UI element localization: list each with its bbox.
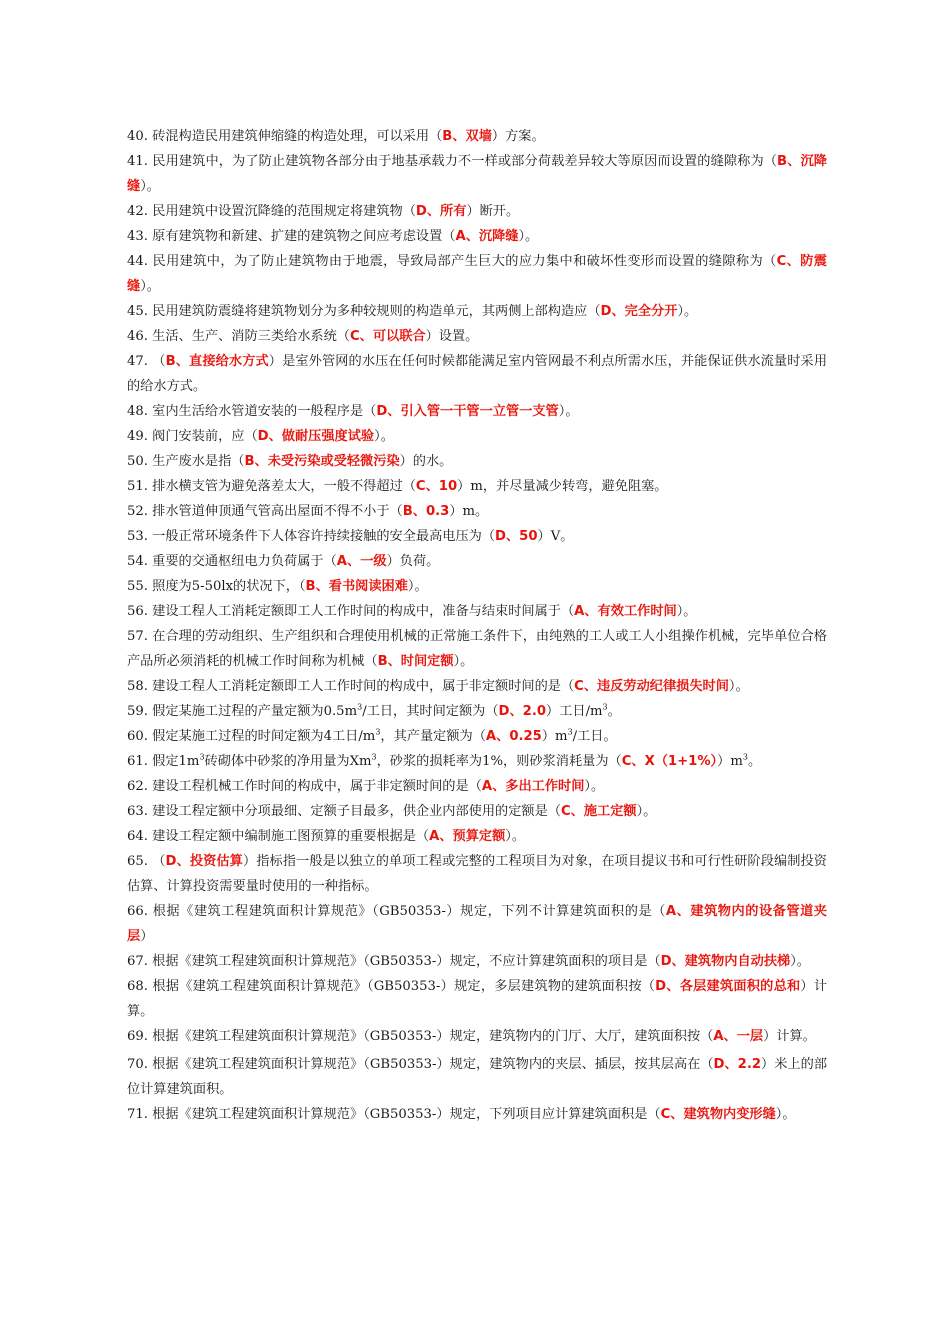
question-text: 63. 建设工程定额中分项最细、定额子目最多，供企业内部使用的定额是（ <box>127 804 561 819</box>
question-text: 。 <box>747 754 762 769</box>
superscript-text: 3 <box>742 752 748 762</box>
answer-text: B、未受污染或受轻微污染 <box>244 454 400 469</box>
question-text: 56. 建设工程人工消耗定额即工人工作时间的构成中，准备与结束时间属于（ <box>127 604 575 619</box>
answer-text: D、50 <box>495 529 538 544</box>
question-text: ）指标指一般是以独立的单项工程或完整的工程项目为对象，在项目提议书和可行性研阶段编制投资估算、计算投资需要量时使用的一种指标。 <box>127 854 827 894</box>
question-text: 62. 建设工程机械工作时间的构成中，属于非定额时间的是（ <box>127 779 482 794</box>
question-text: 70. 根据《建筑工程建筑面积计算规范》（GB50353-）规定，建筑物内的夹层、插层，按其层高在（ <box>127 1057 714 1072</box>
question-text: ）的水。 <box>399 454 453 469</box>
superscript-text: 3 <box>602 702 608 712</box>
answer-text: C、违反劳动纪律损失时间 <box>574 679 729 694</box>
question-text: ）。 <box>775 1107 796 1122</box>
question-text: 48. 室内生活给水管道安装的一般程序是（ <box>127 404 377 419</box>
question-text: 71. 根据《建筑工程建筑面积计算规范》（GB50353-）规定，下列项目应计算建筑面积是（ <box>127 1107 661 1122</box>
question-text: ）计算。 <box>127 979 828 1019</box>
question-text: 55. 照度为5-50lx的状况下，（ <box>127 579 306 594</box>
question-item <box>127 224 827 249</box>
question-item <box>127 449 827 474</box>
question-item <box>127 349 827 399</box>
question-text: 45. 民用建筑防震缝将建筑物划分为多种较规则的构造单元，其两侧上部构造应（ <box>127 304 601 319</box>
answer-text: A、有效工作时间 <box>574 604 677 619</box>
question-text: ）。 <box>453 654 474 669</box>
answer-text: D、完全分开 <box>600 304 678 319</box>
question-item <box>127 249 827 299</box>
question-text: ）。 <box>636 804 657 819</box>
question-text: 69. 根据《建筑工程建筑面积计算规范》（GB50353-）规定，建筑物内的门厅、大厅，建筑面积按（ <box>127 1029 714 1044</box>
question-text: ）设置。 <box>425 329 479 344</box>
question-item <box>127 774 827 799</box>
question-item <box>127 824 827 849</box>
question-text: 49. 阀门安装前，应（ <box>127 429 258 444</box>
superscript-text: 3 <box>199 752 205 762</box>
question-text: ）m <box>717 754 743 769</box>
question-text: 。 <box>607 704 621 719</box>
question-text: ）米上的部位计算建筑面积。 <box>127 1057 828 1097</box>
question-item <box>127 974 827 1024</box>
question-text: 58. 建设工程人工消耗定额即工人工作时间的构成中，属于非定额时间的是（ <box>127 679 575 694</box>
answer-text: D、2.2 <box>713 1057 762 1072</box>
question-text: 60. 假定某施工过程的时间定额为4工日/m <box>127 729 376 744</box>
question-text: ）。 <box>407 579 428 594</box>
question-text: 57. 在合理的劳动组织、生产组织和合理使用机械的正常施工条件下，由纯熟的工人或工人小组操作机械，完毕单位合格产品所必须消耗的机械工作时间称为机械（ <box>127 629 827 669</box>
question-item <box>127 899 827 949</box>
question-item <box>127 499 827 524</box>
answer-text: D、建筑物内自动扶梯 <box>660 954 791 969</box>
question-text: ）。 <box>140 179 160 194</box>
question-text: 65. （ <box>127 854 166 869</box>
question-text: ）。 <box>140 279 160 294</box>
question-text: 44. 民用建筑中，为了防止建筑物由于地震，导致局部产生巨大的应力集中和破坏性变形而设置的缝隙称为（ <box>127 254 777 269</box>
question-item <box>127 324 827 349</box>
question-text: ）。 <box>676 604 697 619</box>
superscript-text: 3 <box>357 702 363 712</box>
superscript-text: 3 <box>371 752 377 762</box>
question-text: ）m <box>541 729 568 744</box>
question-text: ）。 <box>374 429 394 444</box>
question-text: 51. 排水横支管为避免落差太大，一般不得超过（ <box>127 479 416 494</box>
answer-text: D、做耐压强度试验 <box>257 429 375 444</box>
question-text: 砖砌体中砂浆的净用量为Xm <box>204 754 372 769</box>
question-text: ）。 <box>790 954 810 969</box>
question-item <box>127 1052 827 1102</box>
question-text: ）。 <box>677 304 698 319</box>
question-item <box>127 699 827 724</box>
answer-text: A、一层 <box>713 1029 764 1044</box>
question-item <box>127 674 827 699</box>
answer-text: C、X（1+1%） <box>621 754 718 769</box>
question-text: /工日。 <box>572 729 617 744</box>
question-item <box>127 524 827 549</box>
answer-text: B、直接给水方式 <box>165 354 269 369</box>
question-text: 67. 根据《建筑工程建筑面积计算规范》（GB50353-）规定，不应计算建筑面积的项目是（ <box>127 954 661 969</box>
question-item <box>127 399 827 424</box>
question-text: ）。 <box>518 229 539 244</box>
question-text: ）V。 <box>537 529 574 544</box>
question-text: ）。 <box>728 679 749 694</box>
question-text: ）m，并尽量减少转弯，避免阻塞。 <box>457 479 668 494</box>
question-text: ）。 <box>558 404 579 419</box>
answer-text: A、沉降缝 <box>455 229 519 244</box>
question-text: 41. 民用建筑中，为了防止建筑物各部分由于地基承载力不一样或部分荷载差异较大等原因而设置的缝隙称为（ <box>127 154 778 169</box>
answer-text: C、防震缝 <box>127 254 827 294</box>
question-text: 46. 生活、生产、消防三类给水系统（ <box>127 329 350 344</box>
answer-text: D、各层建筑面积的总和 <box>655 979 801 994</box>
question-item <box>127 1102 827 1127</box>
question-text: ）负荷。 <box>386 554 440 569</box>
question-item <box>127 849 827 899</box>
question-text: ）m。 <box>449 504 489 519</box>
question-item <box>127 124 827 149</box>
answer-text: D、投资估算 <box>165 854 243 869</box>
question-item <box>127 199 827 224</box>
answer-text: B、双墙 <box>442 129 492 144</box>
answer-text: B、看书阅读困难 <box>305 579 408 594</box>
question-item <box>127 1024 827 1049</box>
question-item <box>127 624 827 674</box>
question-text: 50. 生产废水是指（ <box>127 454 245 469</box>
question-text: 40. 砖混构造民用建筑伸缩缝的构造处理，可以采用（ <box>127 129 443 144</box>
question-item <box>127 549 827 574</box>
question-text: ）断开。 <box>466 204 520 219</box>
question-text: ，其产量定额为（ <box>380 729 486 744</box>
answer-text: A、建筑物内的设备管道夹层 <box>127 904 827 944</box>
question-text: ）方案。 <box>491 129 545 144</box>
question-text: ，砂浆的损耗率为1%，则砂浆消耗量为（ <box>376 754 622 769</box>
answer-text: A、预算定额 <box>429 829 506 844</box>
question-text: ）是室外管网的水压在任何时候都能满足室内管网最不利点所需水压，并能保证供水流量时采用的给水方式。 <box>127 354 828 394</box>
answer-text: C、施工定额 <box>560 804 637 819</box>
question-item <box>127 474 827 499</box>
question-item <box>127 949 827 974</box>
question-text: 54. 重要的交通枢纽电力负荷属于（ <box>127 554 337 569</box>
superscript-text: 3 <box>567 727 573 737</box>
answer-text: B、时间定额 <box>377 654 454 669</box>
question-text: 42. 民用建筑中设置沉降缝的范围规定将建筑物（ <box>127 204 416 219</box>
question-item <box>127 749 827 774</box>
question-item <box>127 424 827 449</box>
document-body <box>127 124 827 1127</box>
answer-text: A、多出工作时间 <box>481 779 585 794</box>
question-text: ）计算。 <box>763 1029 816 1044</box>
answer-text: D、2.0 <box>498 704 547 719</box>
question-text: 47. （ <box>127 354 166 369</box>
question-text: 52. 排水管道伸顶通气管高出屋面不得不小于（ <box>127 504 403 519</box>
question-item <box>127 724 827 749</box>
answer-text: C、10 <box>415 479 458 494</box>
question-text: /工日，其时间定额为（ <box>362 704 499 719</box>
question-text: 59. 假定某施工过程的产量定额为0.5m <box>127 704 358 719</box>
answer-text: A、0.25 <box>485 729 542 744</box>
question-text: ）。 <box>505 829 526 844</box>
answer-text: D、所有 <box>415 204 467 219</box>
question-text: 43. 原有建筑物和新建、扩建的建筑物之间应考虑设置（ <box>127 229 456 244</box>
question-text: ）工日/m <box>546 704 603 719</box>
question-text: 61. 假定1m <box>127 754 200 769</box>
question-text: ） <box>140 929 154 944</box>
question-item <box>127 599 827 624</box>
answer-text: B、沉降缝 <box>127 154 827 194</box>
question-item <box>127 299 827 324</box>
question-item <box>127 799 827 824</box>
question-item <box>127 574 827 599</box>
question-text: 66. 根据《建筑工程建筑面积计算规范》（GB50353-）规定，下列不计算建筑面积的是（ <box>127 904 666 919</box>
answer-text: C、可以联合 <box>349 329 426 344</box>
question-text: 64. 建设工程定额中编制施工图预算的重要根据是（ <box>127 829 430 844</box>
question-text: 53. 一般正常环境条件下人体容许持续接触的安全最高电压为（ <box>127 529 496 544</box>
answer-text: D、引入管一干管一立管一支管 <box>376 404 559 419</box>
answer-text: A、一级 <box>336 554 387 569</box>
answer-text: B、0.3 <box>402 504 450 519</box>
question-text: ）。 <box>584 779 605 794</box>
question-text: 68. 根据《建筑工程建筑面积计算规范》（GB50353-）规定，多层建筑物的建筑面积按（ <box>127 979 656 994</box>
answer-text: C、建筑物内变形缝 <box>660 1107 776 1122</box>
superscript-text: 3 <box>375 727 381 737</box>
question-item <box>127 149 827 199</box>
